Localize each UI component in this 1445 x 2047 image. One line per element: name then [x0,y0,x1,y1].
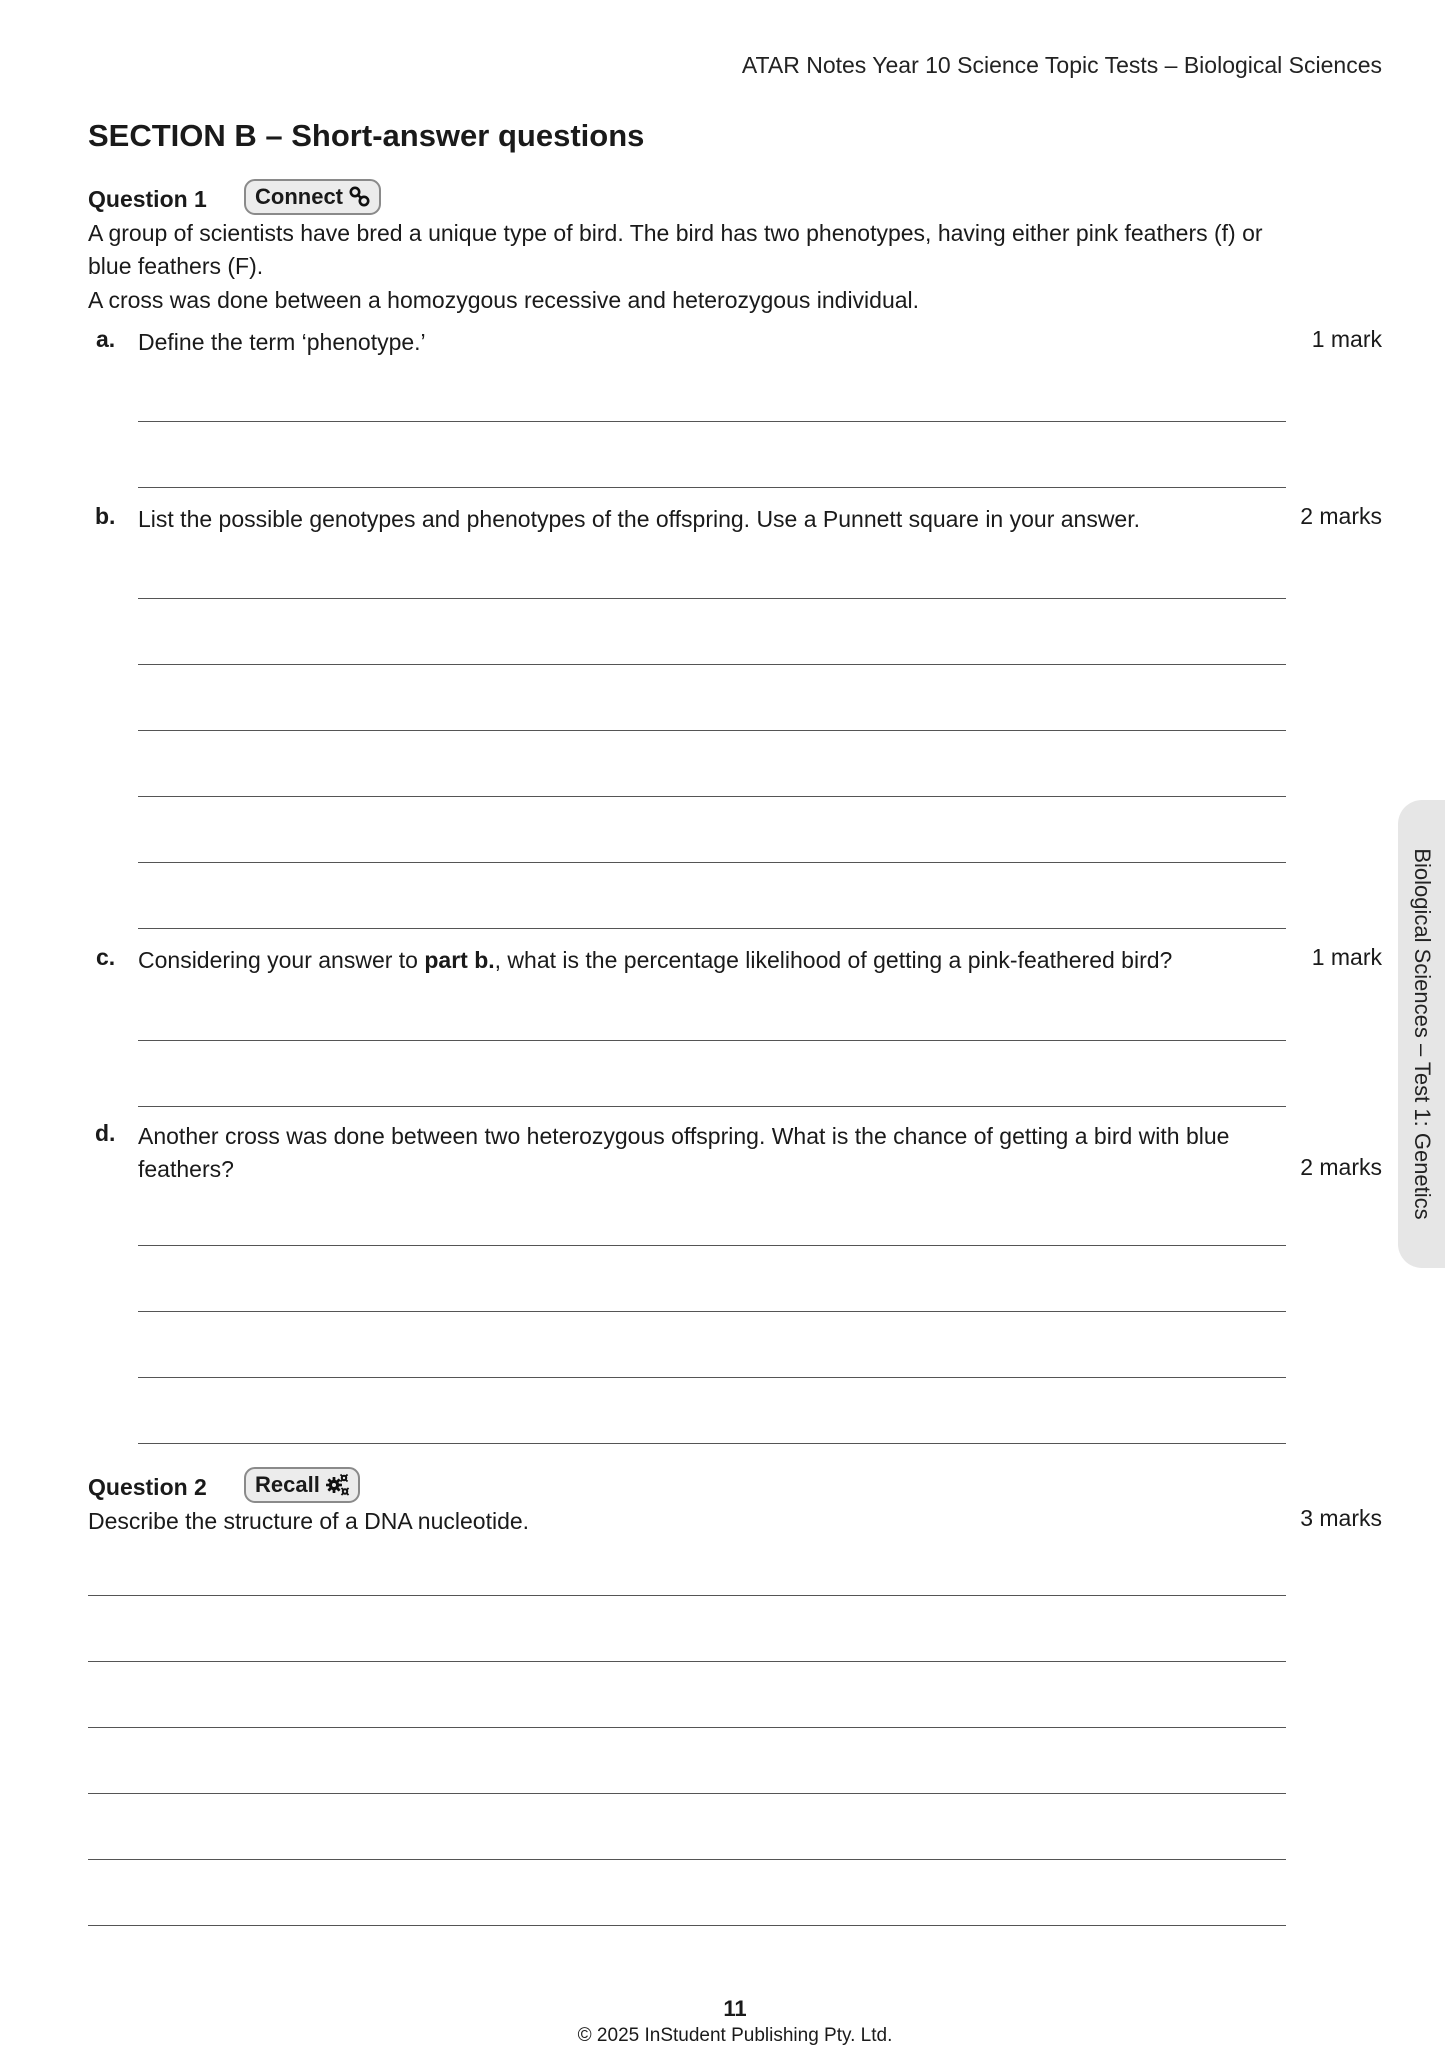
question-1-stem-2: A cross was done between a homozygous recessive and heterozygous individual. [88,287,920,313]
copyright: © 2025 InStudent Publishing Pty. Ltd. [577,2025,893,2046]
part-c-text-bold: part b. [424,947,495,973]
part-a-letter: a. [96,326,116,352]
question-2-marks: 3 marks [1300,1505,1382,1531]
answer-line-q2-5[interactable] [88,1859,1286,1860]
question-2-label: Question 2 [88,1474,207,1500]
part-c-marks: 1 mark [1311,944,1382,970]
answer-line-b-6[interactable] [138,928,1286,929]
answer-line-d-2[interactable] [138,1311,1286,1312]
answer-line-c-1[interactable] [138,1040,1286,1041]
recall-badge [244,1467,360,1503]
answer-line-b-2[interactable] [138,664,1286,665]
part-a-text: Define the term ‘phenotype.’ [138,329,426,355]
answer-line-d-1[interactable] [138,1245,1286,1246]
part-d-marks: 2 marks [1300,1154,1382,1180]
answer-line-b-3[interactable] [138,730,1286,731]
part-b-text: List the possible genotypes and phenotypes of the offspring. Use a Punnett square in your answer. [138,506,1141,532]
question-1-label: Question 1 [88,186,207,212]
part-c-letter: c. [96,944,116,970]
page-number: 11 [723,1996,747,2021]
side-tab-label: Biological Sciences – Test 1: Genetics [1409,848,1435,1220]
answer-line-b-5[interactable] [138,862,1286,863]
answer-line-q2-4[interactable] [88,1793,1286,1794]
gears-icon [325,1472,351,1498]
answer-line-q2-3[interactable] [88,1727,1286,1728]
connect-badge-label: Connect [255,184,343,209]
answer-line-d-3[interactable] [138,1377,1286,1378]
part-c-text [138,944,1288,977]
answer-line-c-2[interactable] [138,1106,1286,1107]
answer-line-q2-2[interactable] [88,1661,1286,1662]
answer-line-a-1[interactable] [138,421,1286,422]
answer-line-b-4[interactable] [138,796,1286,797]
running-header: ATAR Notes Year 10 Science Topic Tests – Biological Sciences [741,52,1382,78]
question-2-stem: Describe the structure of a DNA nucleotide. [88,1508,530,1534]
part-c-text-after: , what is the percentage likelihood of getting a pink-feathered bird? [494,947,1173,973]
part-c-text-before: Considering your answer to [138,947,425,973]
side-tab [1398,800,1445,1268]
part-b-letter: b. [95,503,116,529]
section-title: SECTION B – Short-answer questions [88,118,645,153]
answer-line-b-1[interactable] [138,598,1286,599]
connect-badge [244,179,381,215]
answer-line-a-2[interactable] [138,487,1286,488]
answer-line-q2-1[interactable] [88,1595,1286,1596]
part-d-text: Another cross was done between two heterozygous offspring. What is the chance of getting a bird with blue feathers? [138,1123,1230,1182]
link-icon [348,185,372,209]
question-1-stem-1: A group of scientists have bred a unique type of bird. The bird has two phenotypes, having either pink feathers (f) or blue feathers (F). [88,220,1263,279]
part-d-letter: d. [95,1120,116,1146]
part-b-marks: 2 marks [1300,503,1382,529]
answer-line-q2-6[interactable] [88,1925,1286,1926]
recall-badge-label: Recall [255,1472,320,1497]
part-a-marks: 1 mark [1311,326,1382,352]
answer-line-d-4[interactable] [138,1443,1286,1444]
